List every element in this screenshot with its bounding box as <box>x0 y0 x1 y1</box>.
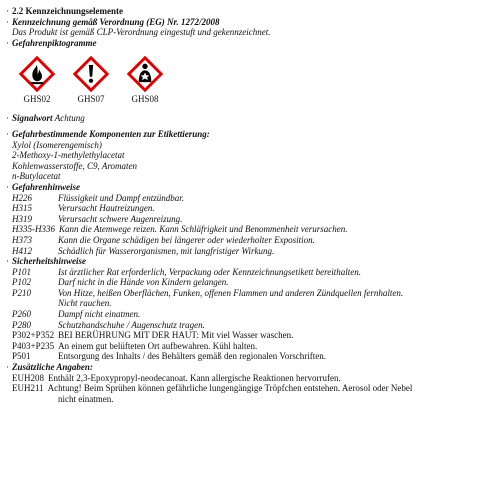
section-title: · 2.2 Kennzeichnungselemente <box>6 6 123 16</box>
hazard-code: H373 <box>12 234 32 245</box>
hazard-code: H412 <box>12 245 32 256</box>
regulation-heading: · Kennzeichnung gemäß Verordnung (EG) Nr. 1272/2008 <box>6 16 220 27</box>
component-item: Kohlenwasserstoffe, C9, Aromaten <box>12 160 138 171</box>
components-heading: · Gefahrbestimmende Komponenten zur Etikettierung: <box>6 128 210 139</box>
flame-icon <box>19 56 55 92</box>
hazard-heading: · Gefahrenhinweise <box>6 181 81 192</box>
precaution-text: Nicht rauchen. <box>58 298 112 309</box>
pictogram-label: GHS02 <box>23 94 51 105</box>
precaution-code: P302+P352 <box>12 330 55 341</box>
precaution-text: Ist ärztlicher Rat erforderlich, Verpackung oder Kennzeichnungsetikett bereithalten. <box>58 266 362 277</box>
component-item: 2-Methoxy-1-methylethylacetat <box>12 150 125 161</box>
hazard-text: Kann die Atemwege reizen. Kann Schläfrigkeit und Benommenheit verursachen. <box>59 224 348 235</box>
precaution-row <box>6 341 496 352</box>
hazard-text: Flüssigkeit und Dampf entzündbar. <box>58 192 184 203</box>
hazard-text: Kann die Organe schädigen bei längerer oder wiederholter Exposition. <box>58 234 315 245</box>
precaution-list <box>6 267 496 331</box>
precaution-row <box>12 288 496 299</box>
precaution-code: P210 <box>12 287 31 298</box>
precaution-text: Von Hitze, heißen Oberflächen, Funken, offenen Flammen und anderen Zündquellen fernhalten. <box>58 287 404 298</box>
hazard-row <box>12 224 496 235</box>
precaution-row <box>12 320 496 331</box>
precaution-text: An einem gut belüfteten Ort aufbewahren. Kühl halten. <box>58 340 258 351</box>
signal-word-row: · Signalwort Achtung <box>6 113 85 124</box>
hazard-text: Verursacht schwere Augenreizung. <box>58 213 183 224</box>
health-hazard-icon <box>127 56 163 92</box>
hazard-row <box>12 203 496 214</box>
pictogram-label: GHS07 <box>77 94 105 105</box>
precaution-code: P260 <box>12 309 31 320</box>
hazard-code: H319 <box>12 213 32 224</box>
pictograms-heading: · Gefahrenpiktogramme <box>6 37 97 48</box>
precaution-code: P102 <box>12 277 31 288</box>
regulation-note: Das Produkt ist gemäß CLP-Verordnung eingestuft und gekennzeichnet. <box>12 27 271 38</box>
pictogram-ghs02 <box>16 56 58 104</box>
precaution-row <box>12 277 496 288</box>
additional-text: Enthält 2,3-Epoxypropyl-neodecanoat. Kann allergische Reaktionen hervorrufen. <box>48 372 341 383</box>
hazard-text: Verursacht Hautreizungen. <box>58 203 155 214</box>
hazard-list <box>6 193 496 257</box>
signal-word-value: Achtung <box>54 113 85 124</box>
precaution-text: Schutzhandschuhe / Augenschutz tragen. <box>58 319 205 330</box>
additional-code: EUH208 <box>12 372 44 383</box>
additional-row <box>6 373 496 384</box>
pictogram-label: GHS08 <box>131 94 159 105</box>
hazard-code: H315 <box>12 203 32 214</box>
exclamation-icon <box>73 56 109 92</box>
precaution-code: P280 <box>12 319 31 330</box>
additional-row-continuation <box>6 394 496 405</box>
precaution-row <box>12 309 496 320</box>
precaution-row <box>6 330 496 341</box>
hazard-row <box>12 246 496 257</box>
sds-section <box>6 6 496 404</box>
hazard-code: H226 <box>12 192 32 203</box>
signal-word-label: Signalwort <box>12 113 53 124</box>
precaution-code: P101 <box>12 266 31 277</box>
precaution-code: P403+P235 <box>12 340 55 351</box>
precaution-code: P501 <box>12 351 31 362</box>
additional-heading: · Zusätzliche Angaben: <box>6 362 93 373</box>
additional-row <box>6 383 496 394</box>
additional-code: EUH211 <box>12 383 44 394</box>
hazard-row <box>12 214 496 225</box>
precaution-text: Entsorgung des Inhalts / des Behälters gemäß den regionalen Vorschriften. <box>58 351 326 362</box>
precaution-row-continuation <box>12 298 496 309</box>
precaution-heading: · Sicherheitshinweise <box>6 256 87 267</box>
hazard-row <box>12 235 496 246</box>
precaution-text: Dampf nicht einatmen. <box>58 309 141 320</box>
hazard-text: Schädlich für Wasserorganismen, mit langfristiger Wirkung. <box>58 245 275 256</box>
additional-text: nicht einatmen. <box>58 393 114 404</box>
pictogram-row <box>16 56 496 104</box>
additional-text: Achtung! Beim Sprühen können gefährliche lungengängige Tröpfchen entstehen. Aerosol oder Nebel <box>47 383 413 394</box>
precaution-text: Darf nicht in die Hände von Kindern gelangen. <box>58 277 229 288</box>
hazard-row <box>12 193 496 204</box>
hazard-code: H335-H336 <box>12 224 55 235</box>
component-item: Xylol (Isomerengemisch) <box>12 139 102 150</box>
component-item: n-Butylacetat <box>12 171 61 182</box>
precaution-row <box>12 267 496 278</box>
pictogram-ghs07 <box>70 56 112 104</box>
pictogram-ghs08 <box>124 56 166 104</box>
precaution-row <box>6 351 496 362</box>
precaution-text: BEI BERÜHRUNG MIT DER HAUT: Mit viel Wasser waschen. <box>58 330 294 341</box>
